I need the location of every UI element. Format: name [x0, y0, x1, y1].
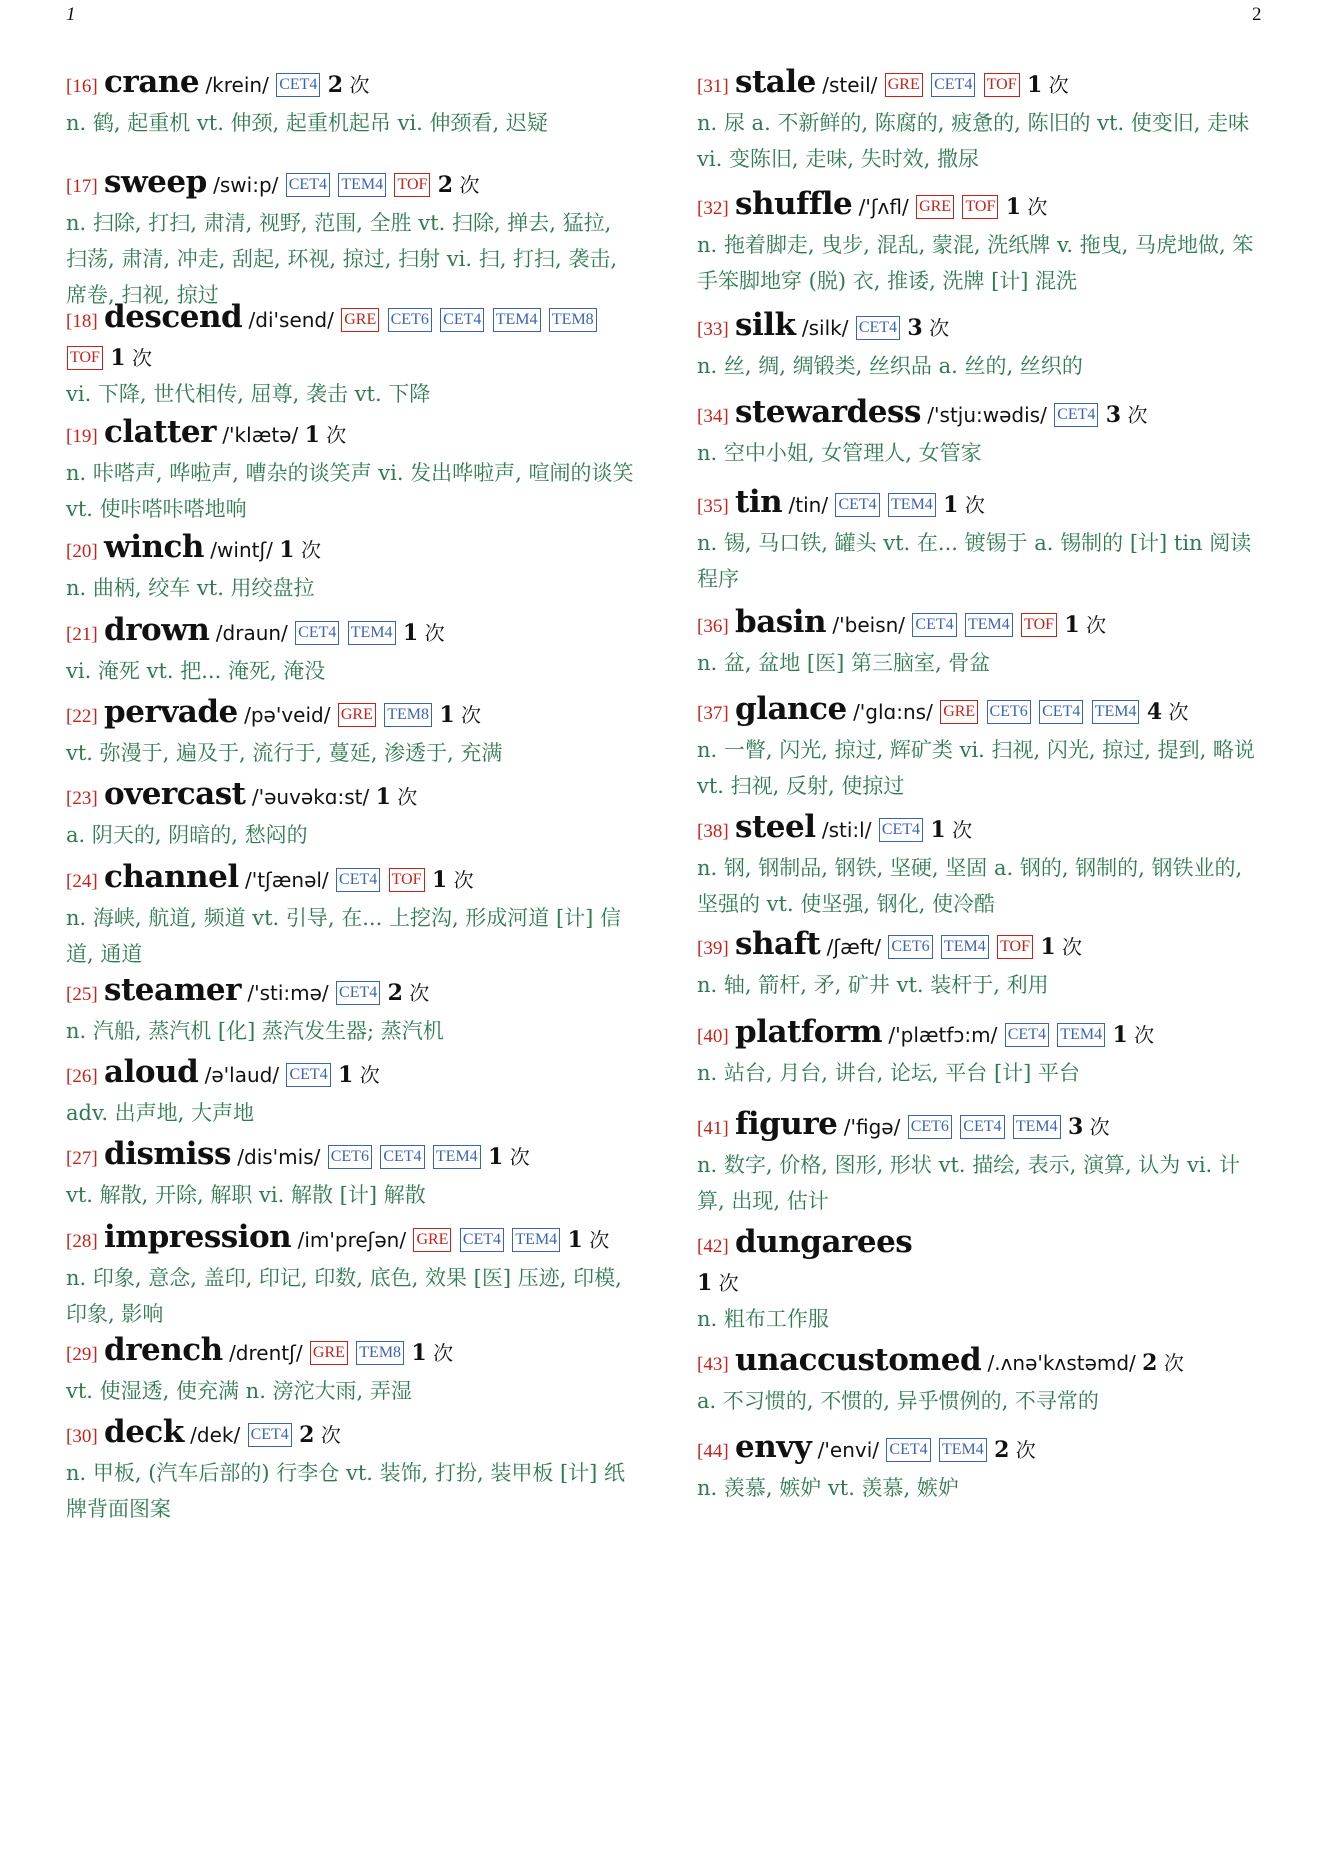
count-suffix: 次 [131, 346, 152, 370]
phonetic: /ʃæft/ [826, 935, 881, 959]
count-suffix: 次 [424, 621, 445, 645]
phonetic: /krein/ [205, 73, 269, 97]
occurrence-count: 1 [304, 422, 320, 448]
entry-number: [20] [66, 541, 98, 562]
count-suffix: 次 [1062, 935, 1083, 959]
entry-headline [697, 691, 1267, 732]
word-entry [697, 186, 1267, 299]
definition: n. 鹤, 起重机 vt. 伸颈, 起重机起吊 vi. 伸颈看, 迟疑 [66, 111, 548, 135]
count-suffix: 次 [453, 868, 474, 892]
headword: envy [735, 1429, 812, 1465]
occurrence-count: 2 [299, 1422, 315, 1448]
exam-tag-cet4: CET4 [276, 73, 320, 97]
definition: adv. 出声地, 大声地 [66, 1101, 255, 1125]
phonetic: /'beisn/ [832, 613, 906, 637]
exam-tag-cet6: CET6 [388, 308, 432, 332]
word-entry [66, 1054, 636, 1131]
definition: n. 钢, 钢制品, 钢铁, 坚硬, 坚固 a. 钢的, 钢制的, 钢铁业的, 坚强的 vt. 使坚强, 钢化, 使冷酷 [697, 856, 1243, 916]
entry-number: [17] [66, 176, 98, 197]
entry-headline [697, 1014, 1267, 1055]
entry-number: [18] [66, 311, 98, 332]
exam-tag-cet4: CET4 [336, 981, 380, 1005]
headword: channel [104, 859, 239, 895]
exam-tag-cet4: CET4 [835, 493, 879, 517]
occurrence-count: 1 [567, 1227, 583, 1253]
exam-tag-tem4: TEM4 [493, 308, 541, 332]
count-suffix: 次 [1163, 1351, 1184, 1375]
word-entry [697, 1342, 1267, 1419]
count-suffix: 次 [1015, 1438, 1036, 1462]
word-entry [697, 394, 1267, 471]
entry-number: [31] [697, 76, 729, 97]
exam-tag-cet4: CET4 [879, 818, 923, 842]
word-entry [66, 299, 636, 412]
entry-headline [66, 529, 636, 570]
entry-headline [697, 1224, 1267, 1301]
exam-tag-gre: GRE [413, 1228, 451, 1252]
exam-tag-tem4: TEM4 [512, 1228, 560, 1252]
entry-headline [66, 1054, 636, 1095]
headword: pervade [104, 694, 238, 730]
entry-headline [697, 186, 1267, 227]
exam-tag-tem4: TEM4 [965, 613, 1013, 637]
exam-tag-tof: TOF [962, 195, 998, 219]
entry-number: [24] [66, 871, 98, 892]
entry-number: [26] [66, 1066, 98, 1087]
word-entry [697, 809, 1267, 922]
phonetic: /'envi/ [817, 1438, 880, 1462]
definition: n. 一瞥, 闪光, 掠过, 辉矿类 vi. 扫视, 闪光, 掠过, 提到, 略说 vt. 扫视, 反射, 使掠过 [697, 738, 1255, 798]
exam-tag-tem8: TEM8 [356, 1341, 404, 1365]
phonetic: /'klætə/ [222, 423, 299, 447]
occurrence-count: 1 [375, 784, 391, 810]
occurrence-count: 1 [1064, 612, 1080, 638]
phonetic: /steil/ [822, 73, 878, 97]
word-entry [697, 691, 1267, 804]
occurrence-count: 1 [338, 1062, 354, 1088]
definition: n. 锡, 马口铁, 罐头 vt. 在... 镀锡于 a. 锡制的 [计] tin 阅读程序 [697, 531, 1252, 591]
entry-headline [697, 64, 1267, 105]
definition: n. 粗布工作服 [697, 1307, 829, 1331]
entry-number: [37] [697, 703, 729, 724]
headword: impression [104, 1219, 292, 1255]
phonetic: /pə'veid/ [244, 703, 331, 727]
word-entry [697, 1224, 1267, 1337]
definition: vt. 使湿透, 使充满 n. 滂沱大雨, 弄湿 [66, 1379, 412, 1403]
exam-tag-gre: GRE [341, 308, 379, 332]
exam-tag-cet4: CET4 [440, 308, 484, 332]
exam-tag-tem4: TEM4 [939, 1438, 987, 1462]
definition: n. 空中小姐, 女管理人, 女管家 [697, 441, 982, 465]
occurrence-count: 1 [488, 1144, 504, 1170]
count-suffix: 次 [1134, 1023, 1155, 1047]
entry-headline [697, 394, 1267, 435]
exam-tag-gre: GRE [885, 73, 923, 97]
entry-number: [27] [66, 1148, 98, 1169]
exam-tag-tof: TOF [984, 73, 1020, 97]
definition: n. 印象, 意念, 盖印, 印记, 印数, 底色, 效果 [医] 压迹, 印模, 印象, 影响 [66, 1266, 622, 1326]
headword: glance [735, 691, 847, 727]
definition: n. 曲柄, 绞车 vt. 用绞盘拉 [66, 576, 315, 600]
word-entry [66, 414, 636, 527]
headword: deck [104, 1414, 184, 1450]
headword: crane [104, 64, 200, 100]
headword: stewardess [735, 394, 921, 430]
phonetic: /wintʃ/ [210, 538, 273, 562]
phonetic: /draun/ [215, 621, 288, 645]
entry-headline [697, 604, 1267, 645]
word-entry [66, 529, 636, 606]
entry-headline [697, 307, 1267, 348]
count-suffix: 次 [952, 818, 973, 842]
entry-headline [66, 164, 636, 205]
exam-tag-cet4: CET4 [460, 1228, 504, 1252]
count-suffix: 次 [409, 981, 430, 1005]
definition: n. 站台, 月台, 讲台, 论坛, 平台 [计] 平台 [697, 1061, 1081, 1085]
exam-tag-tof: TOF [997, 935, 1033, 959]
occurrence-count: 3 [1068, 1114, 1084, 1140]
occurrence-count: 1 [411, 1340, 427, 1366]
headword: silk [735, 307, 796, 343]
headword: dungarees [735, 1224, 913, 1260]
headword: overcast [104, 776, 246, 812]
entry-number: [39] [697, 938, 729, 959]
entry-headline [66, 972, 636, 1013]
exam-tag-cet4: CET4 [856, 316, 900, 340]
entry-headline [66, 694, 636, 735]
exam-tag-tem8: TEM8 [384, 703, 432, 727]
exam-tag-tem4: TEM4 [941, 935, 989, 959]
word-entry [66, 1414, 636, 1527]
entry-headline [66, 859, 636, 900]
definition: n. 海峡, 航道, 频道 vt. 引导, 在... 上挖沟, 形成河道 [计] 信道, 通道 [66, 906, 622, 966]
occurrence-count: 4 [1146, 699, 1163, 725]
entry-number: [35] [697, 496, 729, 517]
entry-headline [697, 1106, 1267, 1147]
count-suffix: 次 [359, 1063, 380, 1087]
phonetic: /swi:p/ [213, 173, 279, 197]
headword: sweep [104, 164, 207, 200]
exam-tag-cet4: CET4 [1005, 1023, 1049, 1047]
phonetic: /'tʃænəl/ [244, 868, 329, 892]
count-suffix: 次 [300, 538, 321, 562]
phonetic: /'figə/ [843, 1115, 901, 1139]
entry-number: [23] [66, 788, 98, 809]
count-suffix: 次 [1086, 613, 1107, 637]
occurrence-count: 3 [1105, 402, 1122, 428]
entry-number: [30] [66, 1426, 98, 1447]
phonetic: /dek/ [190, 1423, 241, 1447]
headword: aloud [104, 1054, 199, 1090]
count-suffix: 次 [718, 1271, 739, 1295]
entry-number: [25] [66, 984, 98, 1005]
occurrence-count: 1 [1026, 72, 1043, 98]
definition: n. 丝, 绸, 绸锻类, 丝织品 a. 丝的, 丝织的 [697, 354, 1083, 378]
phonetic: /drentʃ/ [229, 1341, 303, 1365]
headword: stale [735, 64, 816, 100]
phonetic: /'glɑ:ns/ [853, 700, 933, 724]
word-entry [697, 1429, 1267, 1506]
definition: n. 尿 a. 不新鲜的, 陈腐的, 疲惫的, 陈旧的 vt. 使变旧, 走味 vi. 变陈旧, 走味, 失时效, 撒尿 [697, 111, 1250, 171]
definition: vt. 解散, 开除, 解职 vi. 解散 [计] 解散 [66, 1183, 426, 1207]
word-entry [66, 612, 636, 689]
word-entry [697, 64, 1267, 177]
headword: descend [104, 299, 243, 335]
headword: clatter [104, 414, 216, 450]
headword: dismiss [104, 1136, 231, 1172]
entry-headline [697, 1429, 1267, 1470]
entry-number: [40] [697, 1026, 729, 1047]
count-suffix: 次 [1168, 700, 1189, 724]
word-entry [66, 859, 636, 972]
entry-number: [28] [66, 1231, 98, 1252]
exam-tag-gre: GRE [310, 1341, 348, 1365]
headword: tin [735, 484, 783, 520]
exam-tag-cet4: CET4 [1054, 403, 1098, 427]
count-suffix: 次 [433, 1341, 454, 1365]
entry-number: [42] [697, 1236, 729, 1257]
phonetic: /sti:l/ [821, 818, 872, 842]
entry-number: [33] [697, 319, 729, 340]
phonetic: /'plætfɔ:m/ [888, 1023, 998, 1047]
definition: n. 数字, 价格, 图形, 形状 vt. 描绘, 表示, 演算, 认为 vi. 计算, 出现, 估计 [697, 1153, 1240, 1213]
definition: n. 盆, 盆地 [医] 第三脑室, 骨盆 [697, 651, 991, 675]
exam-tag-cet6: CET6 [328, 1145, 372, 1169]
entry-headline [66, 1332, 636, 1373]
count-suffix: 次 [509, 1145, 530, 1169]
exam-tag-cet4: CET4 [380, 1145, 424, 1169]
headword: winch [104, 529, 204, 565]
phonetic: /'əuvəkɑ:st/ [251, 785, 370, 809]
entry-number: [16] [66, 76, 98, 97]
word-entry [66, 1332, 636, 1409]
exam-tag-cet4: CET4 [248, 1423, 292, 1447]
definition: vi. 淹死 vt. 把... 淹死, 淹没 [66, 659, 326, 683]
entry-number: [38] [697, 821, 729, 842]
exam-tag-tem4: TEM4 [338, 173, 386, 197]
occurrence-count: 2 [387, 980, 403, 1006]
exam-tag-tem4: TEM4 [1057, 1023, 1105, 1047]
definition: n. 羡慕, 嫉妒 vt. 羡慕, 嫉妒 [697, 1476, 959, 1500]
exam-tag-cet4: CET4 [886, 1438, 930, 1462]
occurrence-count: 1 [1005, 194, 1022, 220]
word-entry [697, 1014, 1267, 1091]
exam-tag-tem4: TEM4 [348, 621, 396, 645]
definition: vi. 下降, 世代相传, 屈尊, 袭击 vt. 下降 [66, 382, 431, 406]
definition: n. 扫除, 打扫, 肃清, 视野, 范围, 全胜 vt. 扫除, 掸去, 猛拉, 扫荡, 肃清, 冲走, 刮起, 环视, 掠过, 扫射 vi. 扫, 打扫, 袭击, 席卷, 扫视, 掠过 [66, 211, 618, 307]
exam-tag-tem4: TEM4 [433, 1145, 481, 1169]
word-entry [697, 926, 1267, 1003]
exam-tag-tof: TOF [394, 173, 430, 197]
headword: drown [104, 612, 210, 648]
count-suffix: 次 [589, 1228, 610, 1252]
phonetic: /ə'laud/ [204, 1063, 280, 1087]
headword: drench [104, 1332, 223, 1368]
occurrence-count: 2 [994, 1437, 1010, 1463]
exam-tag-cet6: CET6 [888, 935, 932, 959]
headword: shuffle [735, 186, 853, 222]
exam-tag-tem4: TEM4 [1013, 1115, 1061, 1139]
word-entry [66, 64, 636, 141]
exam-tag-tem8: TEM8 [549, 308, 597, 332]
entry-headline [66, 1136, 636, 1177]
headword: shaft [735, 926, 821, 962]
exam-tag-gre: GRE [338, 703, 376, 727]
count-suffix: 次 [964, 493, 985, 517]
exam-tag-cet6: CET6 [908, 1115, 952, 1139]
entry-headline [66, 776, 636, 817]
headword: basin [735, 604, 827, 640]
headword: steel [735, 809, 816, 845]
entry-headline [66, 612, 636, 653]
headword: steamer [104, 972, 241, 1008]
exam-tag-tof: TOF [67, 346, 103, 370]
occurrence-count: 1 [431, 867, 448, 893]
word-entry [66, 694, 636, 771]
entry-number: [19] [66, 426, 98, 447]
entry-headline [66, 1219, 636, 1260]
occurrence-count: 2 [1142, 1350, 1158, 1376]
definition: n. 咔嗒声, 哗啦声, 嘈杂的谈笑声 vi. 发出哗啦声, 喧闹的谈笑 vt. 使咔嗒咔嗒地响 [66, 461, 634, 521]
word-entry [66, 776, 636, 853]
exam-tag-gre: GRE [916, 195, 954, 219]
headword: unaccustomed [735, 1342, 982, 1378]
phonetic: /di'send/ [248, 308, 334, 332]
exam-tag-tem4: TEM4 [1092, 700, 1140, 724]
word-entry [66, 972, 636, 1049]
occurrence-count: 1 [1112, 1022, 1128, 1048]
count-suffix: 次 [397, 785, 418, 809]
occurrence-count: 1 [439, 702, 455, 728]
definition: n. 甲板, (汽车后部的) 行李仓 vt. 装饰, 打扮, 装甲板 [计] 纸牌背面图案 [66, 1461, 626, 1521]
phonetic: /dis'mis/ [237, 1145, 321, 1169]
word-entry [66, 1136, 636, 1213]
exam-tag-gre: GRE [940, 700, 978, 724]
phonetic: /tin/ [788, 493, 829, 517]
entry-headline [66, 64, 636, 105]
phonetic: /'sti:mə/ [247, 981, 329, 1005]
count-suffix: 次 [349, 73, 370, 97]
headword: figure [735, 1106, 838, 1142]
entry-number: [41] [697, 1118, 729, 1139]
count-suffix: 次 [1127, 403, 1148, 427]
definition: n. 拖着脚走, 曳步, 混乱, 蒙混, 洗纸牌 v. 拖曳, 马虎地做, 笨手笨脚地穿 (脱) 衣, 推诿, 洗牌 [计] 混洗 [697, 233, 1254, 293]
definition: n. 轴, 箭杆, 矛, 矿井 vt. 装杆于, 利用 [697, 973, 1049, 997]
occurrence-count: 1 [930, 817, 946, 843]
entry-headline [697, 809, 1267, 850]
entry-number: [36] [697, 616, 729, 637]
page-number-right: 2 [1252, 4, 1262, 25]
word-entry [66, 1219, 636, 1332]
occurrence-count: 2 [437, 172, 454, 198]
entry-headline [697, 484, 1267, 525]
entry-headline [66, 299, 636, 376]
definition: n. 汽船, 蒸汽机 [化] 蒸汽发生器; 蒸汽机 [66, 1019, 444, 1043]
phonetic: /.ʌnə'kʌstəmd/ [987, 1351, 1136, 1375]
entry-number: [34] [697, 406, 729, 427]
occurrence-count: 1 [279, 537, 295, 563]
phonetic: /silk/ [801, 316, 849, 340]
count-suffix: 次 [320, 1423, 341, 1447]
exam-tag-tof: TOF [389, 868, 425, 892]
exam-tag-cet4: CET4 [336, 868, 380, 892]
occurrence-count: 2 [327, 72, 344, 98]
entry-number: [32] [697, 198, 729, 219]
entry-number: [21] [66, 624, 98, 645]
occurrence-count: 1 [402, 620, 419, 646]
entry-headline [66, 1414, 636, 1455]
exam-tag-cet4: CET4 [1039, 700, 1083, 724]
exam-tag-cet4: CET4 [286, 1063, 330, 1087]
count-suffix: 次 [326, 423, 347, 447]
exam-tag-cet6: CET6 [987, 700, 1031, 724]
exam-tag-cet4: CET4 [931, 73, 975, 97]
occurrence-count: 1 [1040, 934, 1056, 960]
word-entry [697, 307, 1267, 384]
count-suffix: 次 [929, 316, 950, 340]
phonetic: /'stju:wədis/ [927, 403, 1047, 427]
word-entry [66, 164, 636, 313]
phonetic: /im'preʃən/ [297, 1228, 407, 1252]
count-suffix: 次 [1027, 195, 1048, 219]
exam-tag-cet4: CET4 [960, 1115, 1004, 1139]
entry-number: [43] [697, 1354, 729, 1375]
entry-number: [22] [66, 706, 98, 727]
entry-number: [44] [697, 1441, 729, 1462]
occurrence-count: 3 [907, 315, 923, 341]
phonetic: /'ʃʌfl/ [858, 195, 909, 219]
definition: vt. 弥漫于, 遍及于, 流行于, 蔓延, 渗透于, 充满 [66, 741, 503, 765]
count-suffix: 次 [459, 173, 480, 197]
entry-number: [29] [66, 1344, 98, 1365]
entry-headline [697, 1342, 1267, 1383]
word-entry [697, 1106, 1267, 1219]
occurrence-count: 1 [697, 1270, 713, 1296]
occurrence-count: 1 [110, 345, 126, 371]
word-entry [697, 484, 1267, 597]
word-entry [697, 604, 1267, 681]
exam-tag-cet4: CET4 [295, 621, 339, 645]
definition: a. 阴天的, 阴暗的, 愁闷的 [66, 823, 308, 847]
page-number-left: 1 [66, 4, 76, 25]
entry-headline [697, 926, 1267, 967]
count-suffix: 次 [1048, 73, 1069, 97]
exam-tag-tof: TOF [1021, 613, 1057, 637]
exam-tag-tem4: TEM4 [888, 493, 936, 517]
entry-headline [66, 414, 636, 455]
exam-tag-cet4: CET4 [912, 613, 956, 637]
count-suffix: 次 [1089, 1115, 1110, 1139]
exam-tag-cet4: CET4 [286, 173, 330, 197]
count-suffix: 次 [461, 703, 482, 727]
definition: a. 不习惯的, 不惯的, 异乎惯例的, 不寻常的 [697, 1389, 1099, 1413]
occurrence-count: 1 [943, 492, 959, 518]
headword: platform [735, 1014, 883, 1050]
